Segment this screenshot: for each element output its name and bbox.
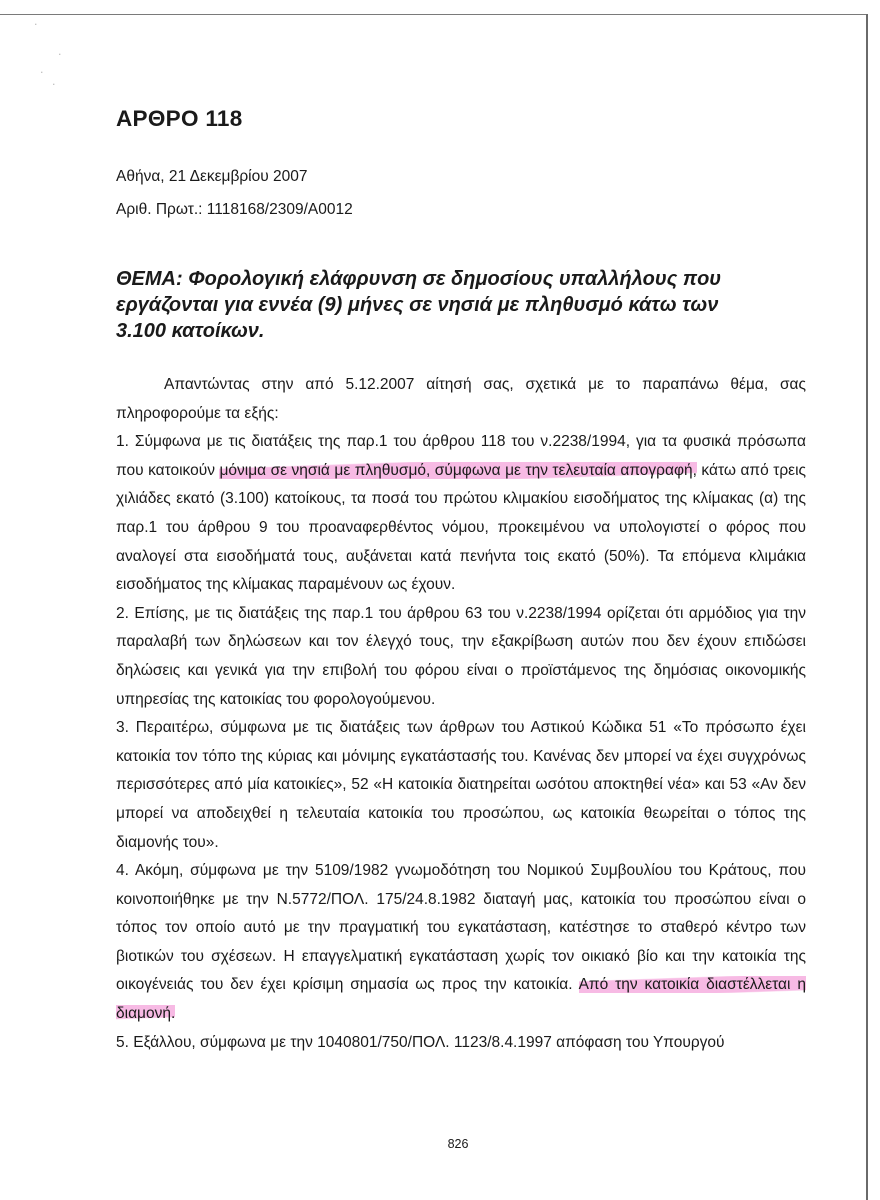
highlighted-text: μόνιμα σε νησιά με πληθυσμό, σύμφωνα με την τελευταία απογραφή, — [219, 461, 697, 479]
scan-top-edge — [0, 14, 868, 15]
paragraph-2: 2. Επίσης, με τις διατάξεις της παρ.1 του άρθρου 63 του ν.2238/1994 ορίζεται ότι αρμόδιος για την παραλαβή των δηλώσεων και τον έλεγχό τους, την εξακρίβωση αυτών που δεν έχουν επιδώσει δηλώσεις και γενικά για την επιβολή του φόρου είναι ο προϊστάμενος της δημόσιας οικονομικής υπηρεσίας της κατοικίας του φορολογούμενου. — [116, 604, 806, 708]
intro-paragraph: Απαντώντας στην από 5.12.2007 αίτησή σας, σχετικά με το παραπάνω θέμα, σας πληροφορούμε τα εξής: — [116, 376, 806, 422]
protocol-number: Αριθ. Πρωτ.: 1118168/2309/Α0012 — [116, 201, 353, 218]
scan-smudge: · — [58, 48, 62, 61]
highlighted-text: Από την κατοικία διαστέλλεται η διαμονή. — [116, 976, 806, 1023]
paragraph-4 — [116, 857, 806, 1029]
paragraph-1 — [116, 428, 806, 600]
scan-smudge: · — [52, 78, 56, 91]
scan-smudge: · — [40, 66, 44, 79]
document-date: Αθήνα, 21 Δεκεμβρίου 2007 — [116, 168, 308, 185]
paragraph-1-text-end: κάτω από τρεις χιλιάδες εκατό (3.100) κατοίκους, τα ποσά του πρώτου κλιμακίου εισοδήματος της κλίμακας (α) της παρ.1 του άρθρου 9 του προαναφερθέντος νόμου, προκειμένου να υπολογιστεί ο φόρος που αναλογεί στα εισοδήματά τους, αυξάνεται κατά πενήντα τοις εκατό (50%). Τα επόμενα κλιμάκια εισοδήματος της κλίμακας παραμένουν ως έχουν. — [116, 461, 806, 594]
paragraph-4-text: 4. Ακόμη, σύμφωνα με την 5109/1982 γνωμοδότηση του Νομικού Συμβουλίου του Κράτους, που κοινοποιήθηκε με την Ν.5772/ΠΟΛ. 175/24.8.1982 διαταγή μας, κατοικία του προσώπου είναι ο τόπος τον οποίο αυτό με την πραγματική του εγκατάσταση, κατέστησε το σταθερό κέντρο των βιοτικών του σχέσεων. Η επαγγελματική εγκατάσταση χωρίς τον οικιακό βίο και την κατοικία της οικογένειάς του δεν έχει κρίσιμη σημασία ως προς την κατοικία. — [116, 862, 806, 994]
page-number: 826 — [447, 1137, 469, 1151]
scan-smudge: · — [34, 18, 38, 31]
article-title: ΑΡΘΡΟ 118 — [116, 106, 243, 131]
paragraph-3: 3. Περαιτέρω, σύμφωνα με τις διατάξεις των άρθρων του Αστικού Κώδικα 51 «Το πρόσωπο έχει κατοικία τον τόπο της κύριας και μόνιμης εγκατάστασής του. Κανένας δεν μπορεί να έχει συγχρόνως περισσότερες από μία κατοικίες», 52 «Η κατοικία διατηρείται ωσότου αποκτηθεί νέα» και 53 «Αν δεν μπορεί να αποδειχθεί η τελευταία κατοικία του προσώπου, ως κατοικία θεωρείται ο τόπος της διαμονής του». — [116, 719, 806, 851]
paragraph-5: 5. Εξάλλου, σύμφωνα με την 1040801/750/ΠΟΛ. 1123/8.4.1997 απόφαση του Υπουργού — [116, 1033, 725, 1051]
subject-heading: ΘΕΜΑ: Φορολογική ελάφρυνση σε δημοσίους υπαλλήλους που εργάζονται για εννέα (9) μήνες σε νησιά με πληθυσμό κάτω των 3.100 κατοίκων. — [116, 268, 722, 342]
document-body — [116, 371, 806, 1057]
paragraph-1-text: 1. Σύμφωνα με τις διατάξεις της παρ.1 του άρθρου 118 του ν.2238/1994, για τα φυσικά πρόσωπα που κατοικούν — [116, 433, 806, 479]
scan-right-edge — [866, 14, 868, 1200]
